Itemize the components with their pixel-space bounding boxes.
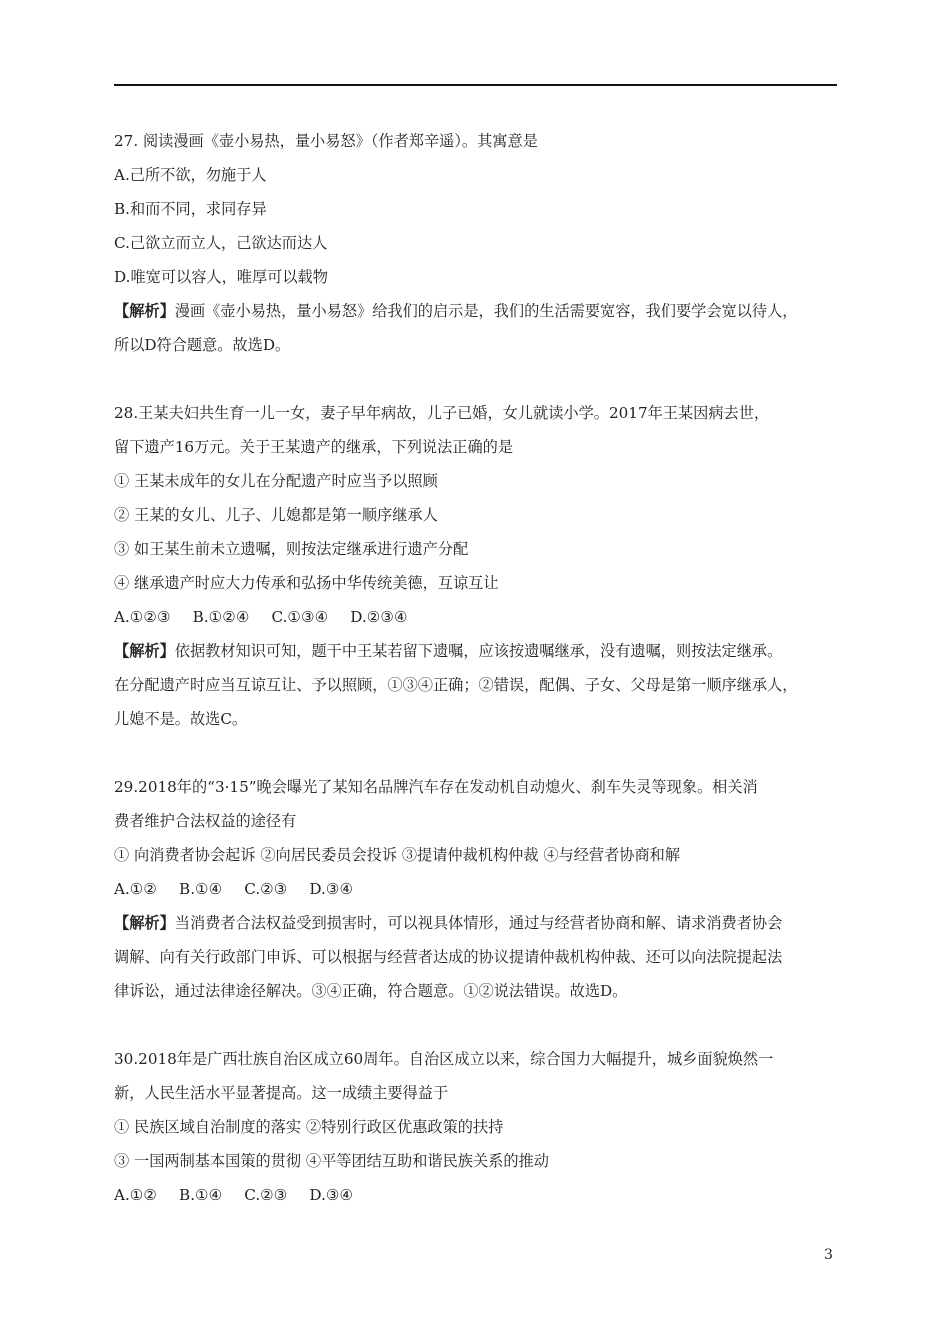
analysis-label: 【解析】 (114, 642, 175, 660)
question-stem: 费者维护合法权益的途径有 (114, 812, 297, 830)
choice-b: B.①④ (179, 880, 223, 898)
statement-item: ① 向消费者协会起诉 ②向居民委员会投诉 ③提请仲裁机构仲裁 ④与经营者协商和解 (114, 846, 681, 864)
choice-a: A.己所不欲，勿施于人 (114, 166, 267, 184)
choice-a: A.①②③ (114, 608, 171, 626)
statement-item: ③ 一国两制基本国策的贯彻 ④平等团结互助和谐民族关系的推动 (114, 1152, 549, 1170)
page-number: 3 (824, 1247, 833, 1263)
choice-c: C.②③ (244, 880, 288, 898)
statement-item: ① 民族区域自治制度的落实 ②特别行政区优惠政策的扶持 (114, 1118, 504, 1136)
statement-item: ④ 继承遗产时应大力传承和弘扬中华传统美德，互谅互让 (114, 574, 499, 592)
choice-b: B.①②④ (192, 608, 250, 626)
question-stem: 留下遗产16万元。关于王某遗产的继承，下列说法正确的是 (114, 438, 514, 456)
choices-row (114, 872, 840, 906)
analysis-line: 律诉讼，通过法律途径解决。③④正确，符合题意。①②说法错误。故选D。 (114, 982, 628, 1000)
choices-row (114, 1178, 840, 1212)
analysis-line: 【解析】漫画《壶小易热，量小易怒》给我们的启示是，我们的生活需要宽容，我们要学会宽以待人， (114, 302, 798, 320)
analysis-line: 所以D符合题意。故选D。 (114, 336, 291, 354)
header-rule (114, 84, 837, 86)
analysis-line: 调解、向有关行政部门申诉、可以根据与经营者达成的协议提请仲裁机构仲裁、还可以向法院提起法 (114, 948, 783, 966)
question-stem: 30.2018年是广西壮族自治区成立60周年。自治区成立以来，综合国力大幅提升，城乡面貌焕然一 (114, 1050, 774, 1068)
question-28 (114, 396, 840, 736)
choice-d: D.③④ (309, 880, 354, 898)
analysis-line: 在分配遗产时应当互谅互让、予以照顾，①③④正确；②错误，配偶、子女、父母是第一顺序继承人， (114, 676, 798, 694)
analysis-label: 【解析】 (114, 914, 175, 932)
question-stem: 28.王某夫妇共生育一儿一女，妻子早年病故，儿子已婚，女儿就读小学。2017年王某因病去世， (114, 404, 770, 422)
question-stem: 新，人民生活水平显著提高。这一成绩主要得益于 (114, 1084, 449, 1102)
choice-b: B.和而不同，求同存异 (114, 200, 267, 218)
choice-d: D.③④ (309, 1186, 354, 1204)
question-30 (114, 1042, 840, 1212)
choice-c: C.①③④ (271, 608, 329, 626)
statement-item: ① 王某未成年的女儿在分配遗产时应当予以照顾 (114, 472, 438, 490)
page-content (114, 124, 840, 1212)
choices-row (114, 600, 840, 634)
question-27 (114, 124, 840, 362)
analysis-line: 儿媳不是。故选C。 (114, 710, 248, 728)
analysis-line: 【解析】依据教材知识可知，题干中王某若留下遗嘱，应该按遗嘱继承，没有遗嘱，则按法定继承。 (114, 642, 783, 660)
question-stem: 29.2018年的“3·15”晚会曝光了某知名品牌汽车存在发动机自动熄火、刹车失灵等现象。相关消 (114, 778, 758, 796)
choice-c: C.②③ (244, 1186, 288, 1204)
choice-a: A.①② (114, 880, 158, 898)
analysis-label: 【解析】 (114, 302, 175, 320)
choice-c: C.己欲立而立人，己欲达而达人 (114, 234, 328, 252)
choice-d: D.②③④ (350, 608, 408, 626)
question-stem: 27. 阅读漫画《壶小易热，量小易怒》（作者郑辛遥）。其寓意是 (114, 132, 538, 150)
choice-a: A.①② (114, 1186, 158, 1204)
statement-item: ② 王某的女儿、儿子、儿媳都是第一顺序继承人 (114, 506, 438, 524)
statement-item: ③ 如王某生前未立遗嘱，则按法定继承进行遗产分配 (114, 540, 469, 558)
question-29 (114, 770, 840, 1008)
analysis-line: 【解析】当消费者合法权益受到损害时，可以视具体情形，通过与经营者协商和解、请求消费者协会 (114, 914, 783, 932)
choice-b: B.①④ (179, 1186, 223, 1204)
choice-d: D.唯宽可以容人，唯厚可以载物 (114, 268, 328, 286)
